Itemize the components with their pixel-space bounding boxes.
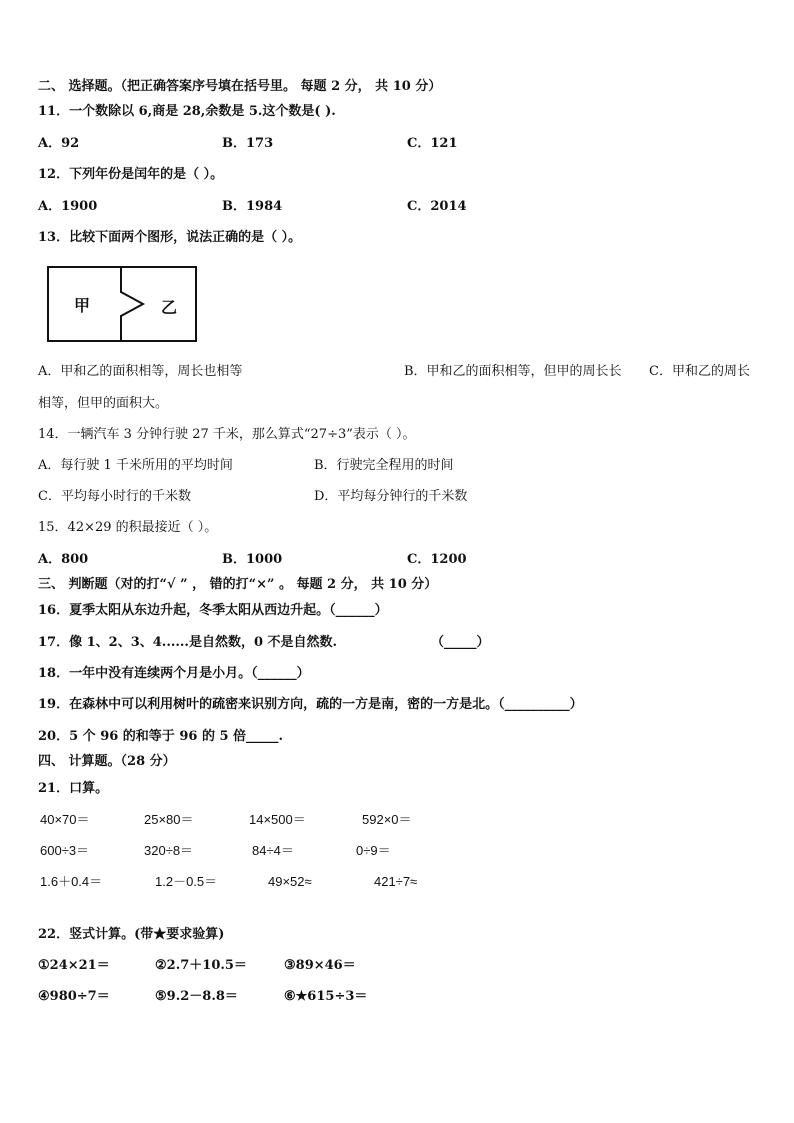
q12-option-a: A．1900 bbox=[38, 199, 98, 214]
q21-stem: 21．口算。 bbox=[38, 781, 109, 796]
q17-stem: 17．像 1、2、3、4......是自然数，0 不是自然数. bbox=[38, 635, 338, 650]
q13-figure bbox=[47, 266, 197, 342]
label-yi: 乙 bbox=[161, 298, 178, 317]
q21-item: 49×52≈ bbox=[268, 874, 312, 889]
q14-option-c: C．平均每小时行的千米数 bbox=[38, 489, 191, 504]
q21-item: 25×80＝ bbox=[144, 812, 194, 827]
dividing-line bbox=[121, 267, 143, 341]
q22-item: ⑤9.2－8.8＝ bbox=[155, 989, 238, 1004]
q13-option-c-continued: 相等，但甲的面积大。 bbox=[38, 396, 169, 411]
q21-item: 320÷8＝ bbox=[144, 843, 194, 858]
q15-option-a: A．800 bbox=[38, 552, 89, 567]
q11-stem: 11．一个数除以 6,商是 28,余数是 5.这个数是( ). bbox=[38, 104, 336, 119]
q19-stem: 19．在森林中可以利用树叶的疏密来识别方向，疏的一方是南，密的一方是北。（__________） bbox=[38, 697, 583, 712]
q11-option-b: B．173 bbox=[222, 136, 274, 151]
q22-item: ④980÷7＝ bbox=[38, 989, 110, 1004]
q16-stem: 16．夏季太阳从东边升起，冬季太阳从西边升起。（______） bbox=[38, 603, 388, 618]
q21-item: 1.6＋0.4＝ bbox=[40, 874, 103, 889]
q13-stem: 13．比较下面两个图形，说法正确的是（ ）。 bbox=[38, 230, 302, 245]
q22-item: ⑥★615÷3＝ bbox=[284, 989, 368, 1004]
q21-item: 592×0＝ bbox=[362, 812, 412, 827]
q21-item: 0÷9＝ bbox=[356, 843, 391, 858]
q12-option-b: B．1984 bbox=[222, 199, 283, 214]
q18-stem: 18．一年中没有连续两个月是小月。（______） bbox=[38, 666, 310, 681]
section-2-title: 二、 选择题。（把正确答案序号填在括号里。 每题 2 分， 共 10 分） bbox=[38, 79, 442, 94]
q14-stem: 14．一辆汽车 3 分钟行驶 27 千米，那么算式“27÷3”表示（ ）。 bbox=[38, 427, 416, 442]
q14-option-a: A．每行驶 1 千米所用的平均时间 bbox=[38, 458, 233, 473]
q22-stem: 22．竖式计算。(带★要求验算) bbox=[38, 927, 225, 942]
label-jia: 甲 bbox=[74, 296, 91, 315]
q21-item: 40×70＝ bbox=[40, 812, 90, 827]
section-4-title: 四、 计算题。（28 分） bbox=[38, 754, 176, 769]
q21-item: 600÷3＝ bbox=[40, 843, 90, 858]
q15-stem: 15．42×29 的积最接近（ ）。 bbox=[38, 520, 218, 535]
q13-option-a: A．甲和乙的面积相等，周长也相等 bbox=[38, 364, 243, 379]
q13-option-b: B．甲和乙的面积相等，但甲的周长长 bbox=[404, 364, 622, 379]
q22-item: ③89×46＝ bbox=[284, 958, 356, 973]
q15-option-b: B．1000 bbox=[222, 552, 283, 567]
q13-option-c: C．甲和乙的周长 bbox=[649, 364, 750, 379]
q15-option-c: C．1200 bbox=[407, 552, 467, 567]
q14-option-b: B．行驶完全程用的时间 bbox=[314, 458, 454, 473]
q21-item: 14×500＝ bbox=[249, 812, 306, 827]
q21-item: 421÷7≈ bbox=[374, 874, 418, 889]
q21-item: 1.2－0.5＝ bbox=[155, 874, 218, 889]
q21-item: 84÷4＝ bbox=[252, 843, 294, 858]
q12-stem: 12．下列年份是闰年的是（ ）。 bbox=[38, 167, 224, 182]
q11-option-a: A．92 bbox=[38, 136, 80, 151]
q22-item: ①24×21＝ bbox=[38, 958, 110, 973]
q12-option-c: C．2014 bbox=[407, 199, 467, 214]
q22-item: ②2.7＋10.5＝ bbox=[155, 958, 247, 973]
section-3-title: 三、 判断题（对的打“√ ” ， 错的打“×” 。 每题 2 分， 共 10 分） bbox=[38, 577, 438, 592]
q17-answer-blank: （_____） bbox=[431, 635, 490, 650]
q14-option-d: D．平均每分钟行的千米数 bbox=[314, 489, 468, 504]
q11-option-c: C．121 bbox=[407, 136, 458, 151]
q20-stem: 20．5 个 96 的和等于 96 的 5 倍_____. bbox=[38, 729, 284, 744]
